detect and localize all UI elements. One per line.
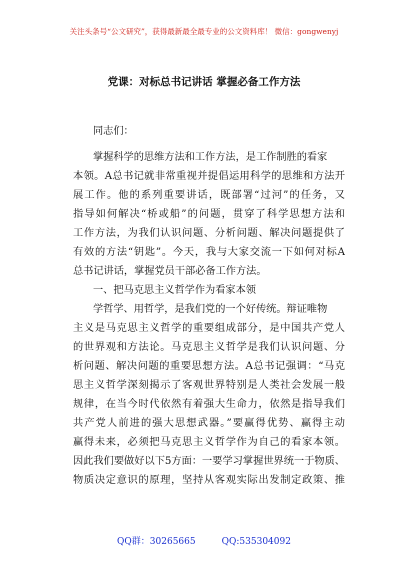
body-line: 本领。A总书记就非常重视并提倡运用科学的思维和方法开 [73, 171, 345, 182]
body-line: 展工作。他的系列重要讲话，既部署“过河”的任务，又 [73, 190, 345, 201]
footer-qq: QQ:535304092 [221, 537, 291, 547]
body-line: 共产党人前进的强大思想武器。”要赢得优势、赢得主动 [73, 418, 345, 429]
body-line: 析问题、解决问题的重要思想方法。A总书记强调：“马克 [73, 361, 345, 372]
body-line: 思主义哲学深刻揭示了客观世界特别是人类社会发展一般 [73, 380, 345, 391]
greeting: 同志们： [93, 126, 134, 137]
header-notice: 关注头条号“公文研究”，获得最新最全最专业的公文资料库！ 微信：gongwenyj [69, 27, 339, 36]
body-line: 总书记讲话，掌握党员干部必备工作方法。 [73, 266, 267, 277]
body-line: 工作方法，为我们认识问题、分析问题、解决问题提供了 [73, 228, 345, 239]
body-line: 物质决定意识的原理，坚持从客观实际出发制定政策、推 [73, 475, 345, 486]
body-line: 的世界观和方法论。马克思主义哲学是我们认识问题、分 [73, 342, 345, 353]
footer-qq-group: QQ群：30265665 [117, 537, 196, 547]
body-line: 规律，在当今时代依然有着强大生命力，依然是指导我们 [73, 399, 345, 410]
body-line: 因此我们要做好以下5方面：一要学习掌握世界统一于物质、 [73, 456, 345, 467]
footer-contact [0, 534, 408, 547]
section-heading: 一、把马克思主义哲学作为看家本领 [93, 285, 256, 296]
body-line: 指导如何解决“桥或船”的问题，贯穿了科学思想方法和 [73, 209, 345, 220]
document-body [73, 122, 345, 490]
body-line: 有效的方法“钥匙”。今天，我与大家交流一下如何对标A [73, 247, 345, 258]
body-line: 掌握科学的思维方法和工作方法，是工作制胜的看家 [93, 152, 328, 163]
body-line: 主义是马克思主义哲学的重要组成部分，是中国共产党人 [73, 323, 345, 334]
body-line: 学哲学、用哲学，是我们党的一个好传统。辩证唯物 [93, 304, 328, 315]
document-title: 党课：对标总书记讲话 掌握必备工作方法 [107, 76, 301, 88]
body-line: 赢得未来，必须把马克思主义哲学作为自己的看家本领。 [73, 437, 345, 448]
